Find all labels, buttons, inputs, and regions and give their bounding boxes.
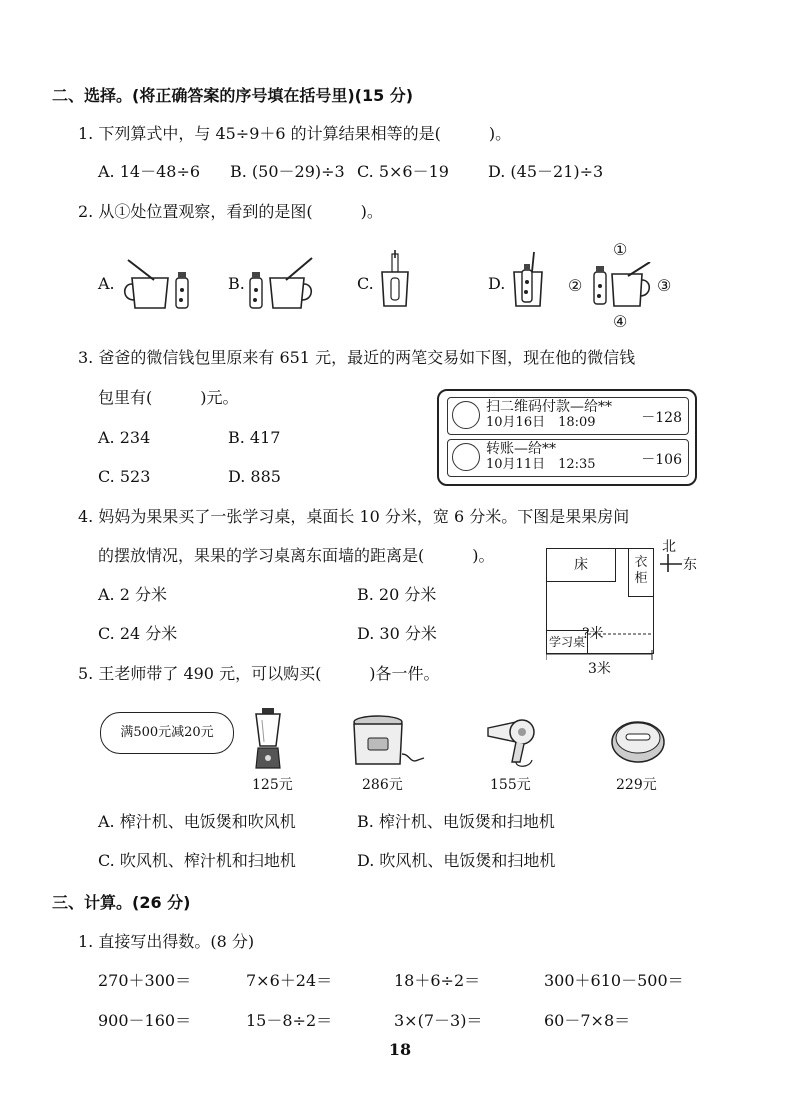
wardrobe-label-1: 衣 bbox=[634, 555, 648, 570]
q1-option-c[interactable]: C. 5×6－19 bbox=[357, 162, 449, 181]
transaction-time: 10月11日 12:35 bbox=[486, 457, 596, 472]
marker-3: ③ bbox=[657, 276, 672, 295]
q2-option-b[interactable]: B. bbox=[228, 274, 245, 293]
marker-1: ① bbox=[613, 240, 628, 259]
q2-stem: 2. 从①处位置观察，看到的是图( )。 bbox=[78, 202, 383, 221]
wechat-transactions-panel bbox=[437, 389, 697, 486]
page-number: 18 bbox=[388, 1040, 412, 1059]
q4-option-a[interactable]: A. 2 分米 bbox=[98, 585, 167, 604]
s3-q1-stem: 1. 直接写出得数。(8 分) bbox=[78, 932, 255, 951]
wardrobe-box bbox=[628, 549, 653, 597]
cup-bottle-view-c-icon bbox=[376, 250, 416, 312]
calc-item[interactable]: 7×6＋24＝ bbox=[246, 971, 333, 990]
cup-bottle-view-a-icon bbox=[118, 256, 198, 312]
money-bag-icon bbox=[452, 401, 480, 429]
q5-option-d[interactable]: D. 吹风机、电饭煲和扫地机 bbox=[357, 851, 556, 870]
q3-stem-line2: 包里有( )元。 bbox=[98, 388, 239, 407]
rice-cooker-icon bbox=[350, 714, 426, 768]
user-icon bbox=[452, 443, 480, 471]
calc-item[interactable]: 900－160＝ bbox=[98, 1011, 192, 1030]
north-label: 北 bbox=[662, 539, 676, 555]
juicer-icon bbox=[248, 708, 288, 770]
q2-option-d[interactable]: D. bbox=[488, 274, 506, 293]
calc-item[interactable]: 3×(7－3)＝ bbox=[394, 1011, 483, 1030]
q1-option-b[interactable]: B. (50－29)÷3 bbox=[230, 162, 345, 181]
q1-option-d[interactable]: D. (45－21)÷3 bbox=[488, 162, 604, 181]
price-hair-dryer: 155元 bbox=[490, 777, 531, 793]
q3-stem-line1: 3. 爸爸的微信钱包里原来有 651 元，最近的两笔交易如下图，现在他的微信钱 bbox=[78, 348, 636, 367]
calc-item[interactable]: 15－8÷2＝ bbox=[246, 1011, 333, 1030]
promo-bubble: 满500元减20元 bbox=[100, 712, 234, 754]
calc-item[interactable]: 300＋610－500＝ bbox=[544, 971, 684, 990]
calc-item[interactable]: 18＋6÷2＝ bbox=[394, 971, 481, 990]
marker-4: ④ bbox=[613, 312, 628, 331]
east-label: 东 bbox=[683, 557, 697, 573]
wardrobe-label-2: 柜 bbox=[634, 571, 648, 586]
gap-label: ?米 bbox=[582, 626, 604, 642]
price-juicer: 125元 bbox=[252, 777, 293, 793]
transaction-title: 扫二维码付款—给** bbox=[486, 399, 612, 415]
q4-option-c[interactable]: C. 24 分米 bbox=[98, 624, 178, 643]
q1-option-a[interactable]: A. 14－48÷6 bbox=[98, 162, 201, 181]
q5-option-b[interactable]: B. 榨汁机、电饭煲和扫地机 bbox=[357, 812, 555, 831]
section3-heading: 三、计算。(26 分) bbox=[52, 893, 191, 912]
q4-option-b[interactable]: B. 20 分米 bbox=[357, 585, 437, 604]
q2-option-a[interactable]: A. bbox=[98, 274, 115, 293]
hair-dryer-icon bbox=[486, 714, 542, 768]
price-robot-vacuum: 229元 bbox=[616, 777, 657, 793]
q3-option-c[interactable]: C. 523 bbox=[98, 467, 151, 486]
transaction-title: 转账—给** bbox=[486, 441, 556, 457]
transaction-row bbox=[447, 397, 689, 435]
transaction-time: 10月16日 18:09 bbox=[486, 415, 596, 430]
q1-stem: 1. 下列算式中，与 45÷9＋6 的计算结果相等的是( )。 bbox=[78, 124, 512, 143]
q3-option-d[interactable]: D. 885 bbox=[228, 467, 281, 486]
width-label: 3米 bbox=[588, 661, 611, 677]
robot-vacuum-icon bbox=[610, 716, 666, 766]
transaction-row bbox=[447, 439, 689, 477]
cup-bottle-view-d-icon bbox=[508, 250, 548, 312]
calc-item[interactable]: 60－7×8＝ bbox=[544, 1011, 631, 1030]
calc-item[interactable]: 270＋300＝ bbox=[98, 971, 192, 990]
q5-option-c[interactable]: C. 吹风机、榨汁机和扫地机 bbox=[98, 851, 296, 870]
marker-2: ② bbox=[568, 276, 583, 295]
transaction-amount: －106 bbox=[641, 452, 682, 468]
section2-heading: 二、选择。(将正确答案的序号填在括号里)(15 分) bbox=[52, 86, 414, 105]
bed-label: 床 bbox=[547, 549, 616, 582]
reference-cup-bottle-icon bbox=[586, 262, 656, 310]
q5-stem: 5. 王老师带了 490 元，可以购买( )各一件。 bbox=[78, 664, 440, 683]
q4-stem-line2: 的摆放情况，果果的学习桌离东面墙的距离是( )。 bbox=[98, 546, 495, 565]
compass-icon bbox=[660, 554, 684, 574]
q5-option-a[interactable]: A. 榨汁机、电饭煲和吹风机 bbox=[98, 812, 296, 831]
q3-option-b[interactable]: B. 417 bbox=[228, 428, 281, 447]
q3-option-a[interactable]: A. 234 bbox=[98, 428, 151, 447]
transaction-amount: －128 bbox=[641, 410, 682, 426]
desk-label: 学习桌 bbox=[547, 630, 588, 653]
q4-option-d[interactable]: D. 30 分米 bbox=[357, 624, 437, 643]
q2-option-c[interactable]: C. bbox=[357, 274, 374, 293]
q4-stem-line1: 4. 妈妈为果果买了一张学习桌，桌面长 10 分米，宽 6 分米。下图是果果房间 bbox=[78, 507, 630, 526]
price-rice-cooker: 286元 bbox=[362, 777, 403, 793]
cup-bottle-view-b-icon bbox=[246, 256, 318, 312]
